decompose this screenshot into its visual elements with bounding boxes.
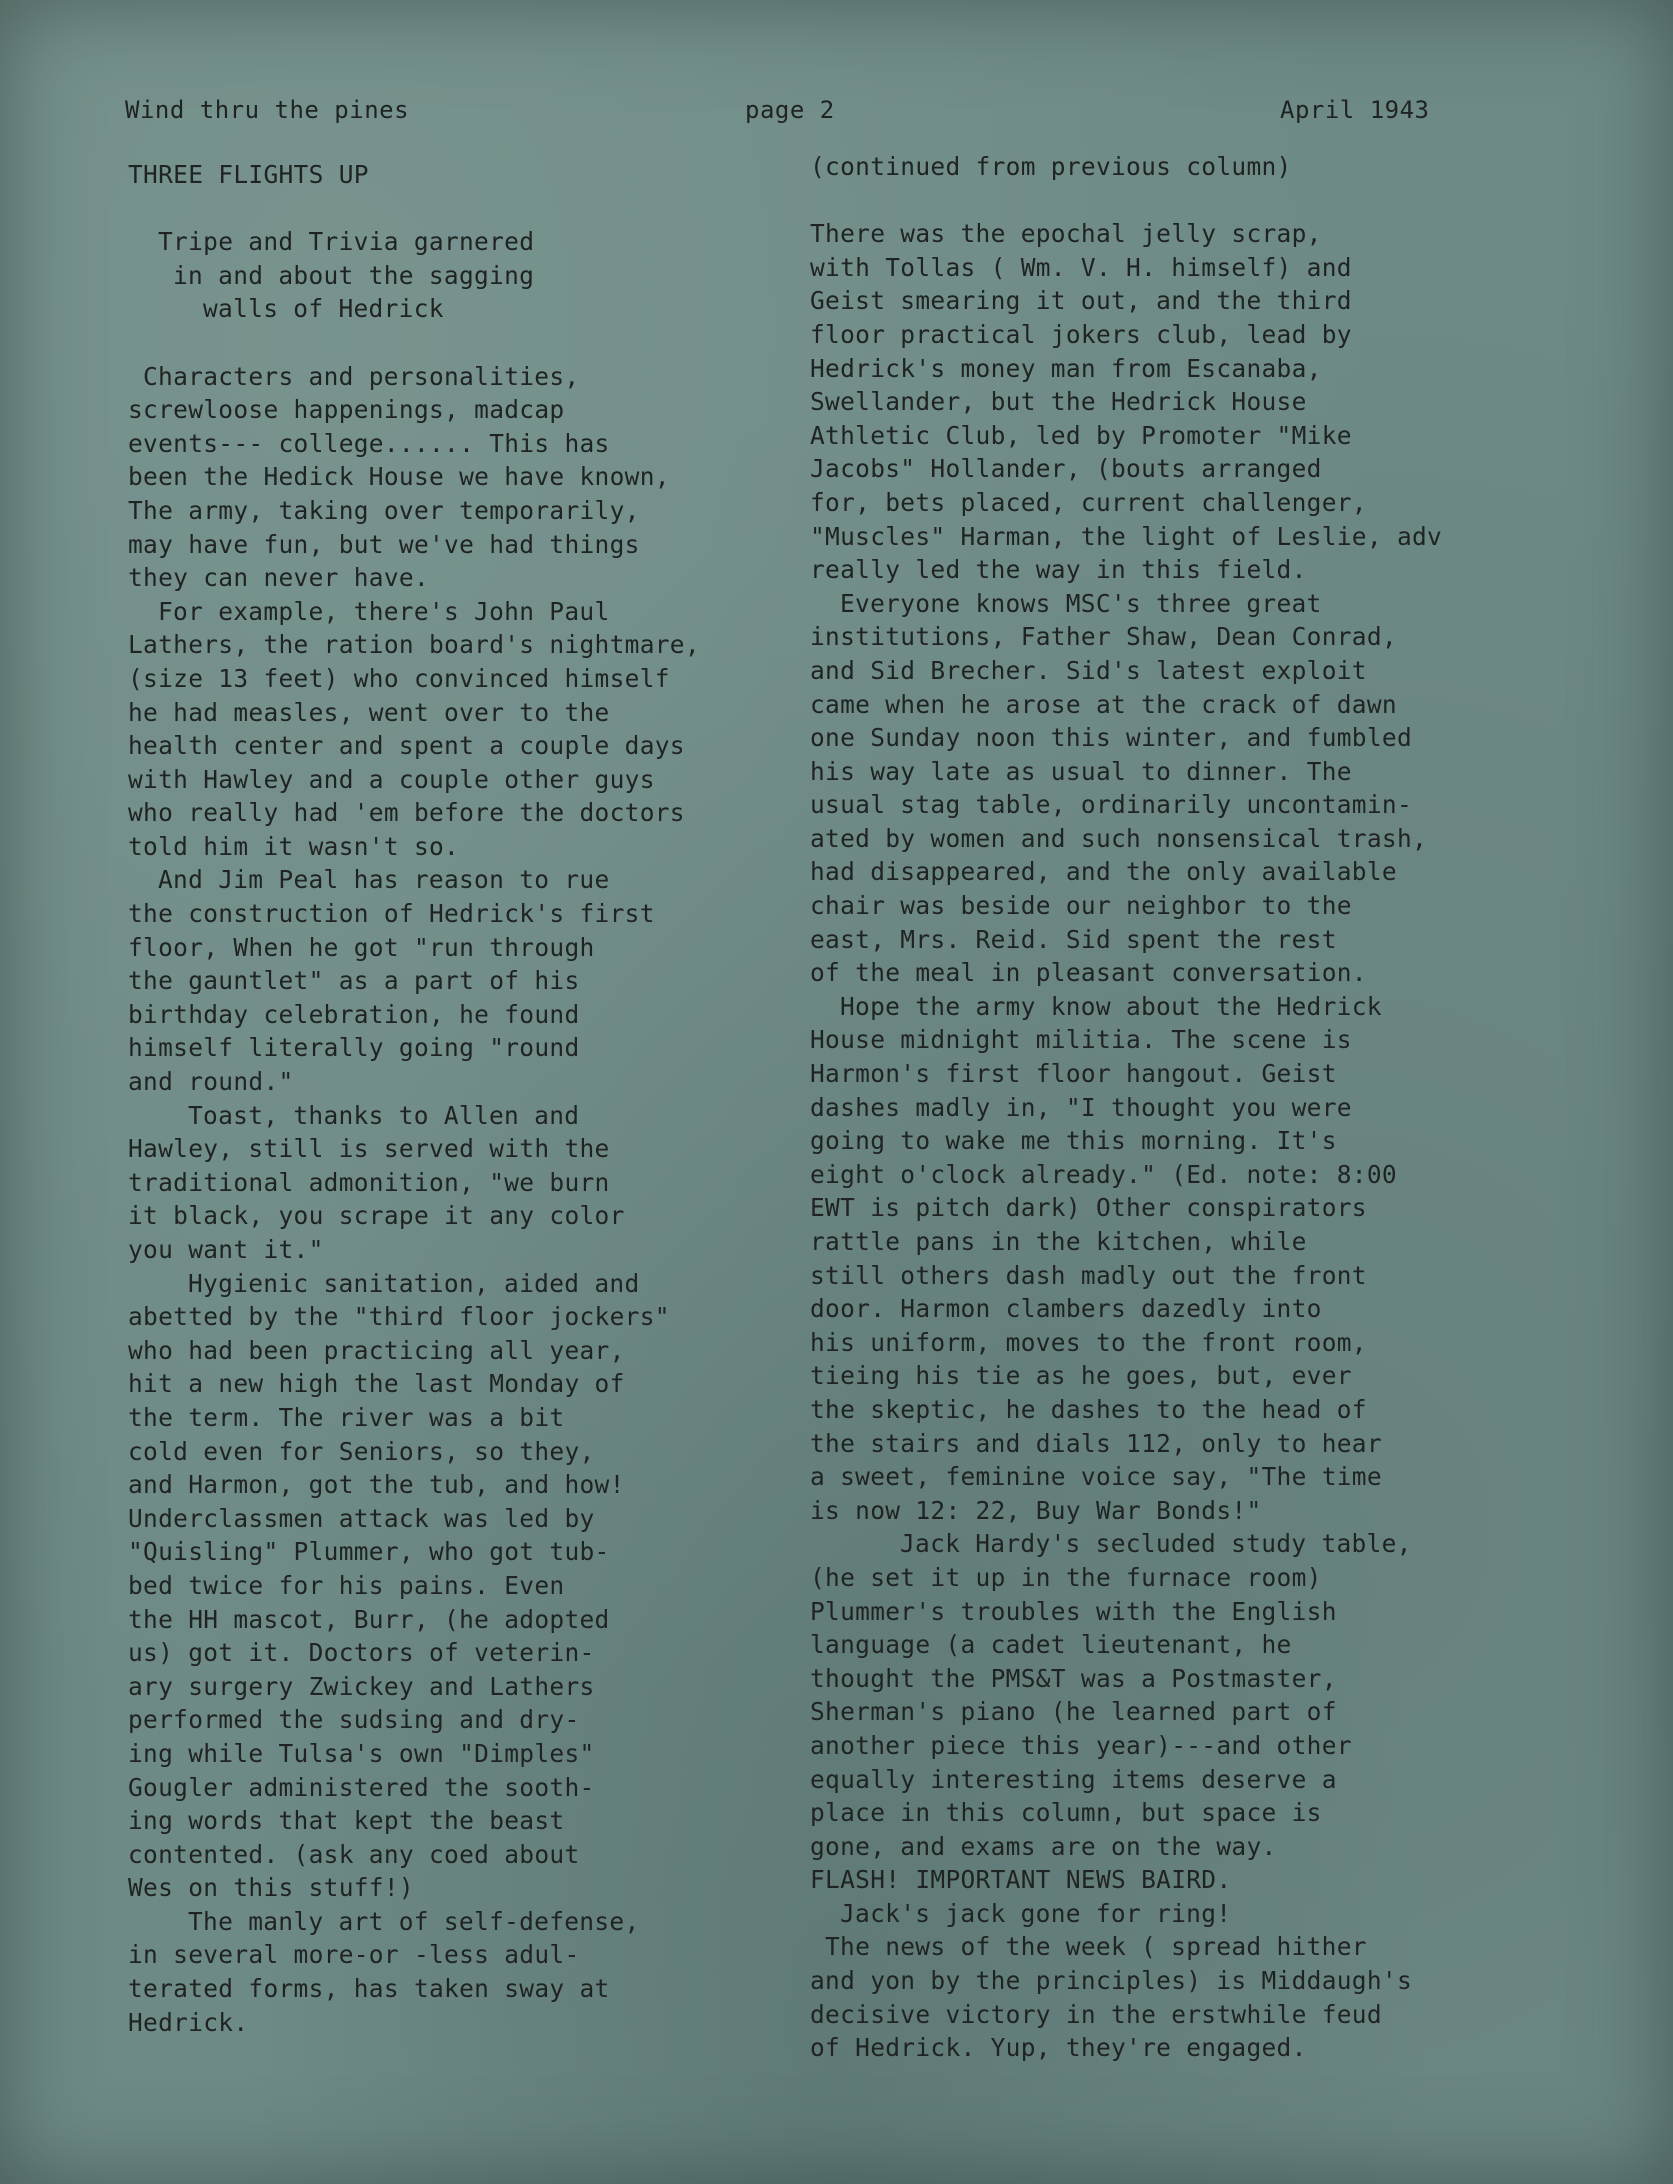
right-column-line: Sherman's piano (he learned part of (810, 1697, 1337, 1727)
left-column-line: THREE FLIGHTS UP (128, 160, 369, 189)
right-column-line: eight o'clock already." (Ed. note: 8:00 (810, 1159, 1397, 1189)
left-column-line: Gougler administered the sooth- (128, 1772, 595, 1802)
right-column-line: Jack's jack gone for ring! (840, 1898, 1232, 1928)
left-column-line (128, 326, 768, 360)
left-column-line: screwloose happenings, madcap (128, 395, 565, 425)
right-column-line: going to wake me this morning. It's (810, 1126, 1337, 1156)
right-column-line: came when he arose at the crack of dawn (810, 689, 1397, 719)
right-column-line: institutions, Father Shaw, Dean Conrad, (810, 622, 1397, 652)
left-column-line (128, 192, 768, 226)
left-column-line: he had measles, went over to the (128, 697, 610, 727)
left-column-line: birthday celebration, he found (128, 999, 580, 1029)
right-column-line: his way late as usual to dinner. The (810, 756, 1352, 786)
right-column-line: (continued from previous column) (810, 152, 1292, 181)
right-column-line: Everyone knows MSC's three great (840, 588, 1322, 618)
right-column-line: chair was beside our neighbor to the (810, 891, 1352, 921)
right-column-line: his uniform, moves to the front room, (810, 1327, 1367, 1357)
right-column-line: thought the PMS&T was a Postmaster, (810, 1663, 1337, 1693)
right-column-line: another piece this year)---and other (810, 1730, 1352, 1760)
left-column-line: told him it wasn't so. (128, 831, 460, 861)
left-column-line: himself literally going "round (128, 1033, 580, 1063)
left-column-line: ary surgery Zwickey and Lathers (128, 1671, 595, 1701)
right-column-line: Athletic Club, led by Promoter "Mike (810, 420, 1352, 450)
right-column-line: ated by women and such nonsensical trash, (810, 823, 1428, 853)
left-column-line: ing words that kept the beast (128, 1806, 565, 1836)
left-column-line: Hedrick. (128, 2007, 249, 2037)
left-column-line: in and about the sagging (173, 260, 535, 290)
left-column-line: and round." (128, 1067, 294, 1097)
left-column-line: Toast, thanks to Allen and (188, 1100, 580, 1130)
left-column-line: For example, there's John Paul (158, 596, 610, 626)
left-column-line: been the Hedick House we have known, (128, 462, 670, 492)
right-column-line: for, bets placed, current challenger, (810, 487, 1367, 517)
left-column-line: cold even for Seniors, so they, (128, 1436, 595, 1466)
left-column-line: Wes on this stuff!) (128, 1873, 414, 1903)
right-column-line: Jacobs" Hollander, (bouts arranged (810, 454, 1322, 484)
right-column-line: Jack Hardy's secluded study table, (900, 1529, 1412, 1559)
right-column-line: east, Mrs. Reid. Sid spent the rest (810, 924, 1337, 954)
left-column-line: (size 13 feet) who convinced himself (128, 663, 670, 693)
left-column-line: they can never have. (128, 563, 430, 593)
right-column-line: tieing his tie as he goes, but, ever (810, 1361, 1352, 1391)
right-column-line: of the meal in pleasant conversation. (810, 958, 1367, 988)
right-column-line: "Muscles" Harman, the light of Leslie, adv (810, 521, 1443, 551)
right-column-line: Hope the army know about the Hedrick (840, 991, 1382, 1021)
left-column-line: the HH mascot, Burr, (he adopted (128, 1604, 610, 1634)
right-column-line: There was the epochal jelly scrap, (810, 219, 1322, 249)
left-column-line: the term. The river was a bit (128, 1402, 565, 1432)
left-column-line: it black, you scrape it any color (128, 1201, 625, 1231)
right-column-line: House midnight militia. The scene is (810, 1025, 1352, 1055)
right-column-line: EWT is pitch dark) Other conspirators (810, 1193, 1367, 1223)
right-column-line: had disappeared, and the only available (810, 857, 1397, 887)
right-column-line: (he set it up in the furnace room) (810, 1562, 1322, 1592)
left-column-line: with Hawley and a couple other guys (128, 764, 655, 794)
left-column-line: Characters and personalities, (143, 361, 580, 391)
left-column-line: The manly art of self-defense, (188, 1906, 640, 1936)
left-column-line: Tripe and Trivia garnered (158, 227, 535, 257)
left-column-line: in several more-or -less adul- (128, 1940, 580, 1970)
right-column-line: language (a cadet lieutenant, he (810, 1630, 1292, 1660)
right-column-line: with Tollas ( Wm. V. H. himself) and (810, 252, 1352, 282)
left-column-line: contented. (ask any coed about (128, 1839, 580, 1869)
right-column-line: floor practical jokers club, lead by (810, 319, 1352, 349)
right-column-line: the skeptic, he dashes to the head of (810, 1394, 1367, 1424)
left-column-line: ing while Tulsa's own "Dimples" (128, 1738, 595, 1768)
right-column-line: really led the way in this field. (810, 555, 1307, 585)
right-column-line: Swellander, but the Hedrick House (810, 387, 1307, 417)
left-column-line: Hygienic sanitation, aided and (188, 1268, 640, 1298)
left-column-line: and Harmon, got the tub, and how! (128, 1470, 625, 1500)
right-column-line: dashes madly in, "I thought you were (810, 1092, 1352, 1122)
right-column-line: Geist smearing it out, and the third (810, 286, 1352, 316)
left-column-line: the construction of Hedrick's first (128, 899, 655, 929)
right-column-line: gone, and exams are on the way. (810, 1831, 1277, 1861)
left-column-line: who had been practicing all year, (128, 1335, 625, 1365)
left-column (128, 158, 768, 2039)
right-column-line: still others dash madly out the front (810, 1260, 1367, 1290)
left-column-line: And Jim Peal has reason to rue (158, 865, 610, 895)
left-column-line: bed twice for his pains. Even (128, 1570, 565, 1600)
right-column-line: place in this column, but space is (810, 1798, 1322, 1828)
right-column-line: one Sunday noon this winter, and fumbled (810, 723, 1413, 753)
right-column-line: a sweet, feminine voice say, "The time (810, 1462, 1382, 1492)
right-column-line: Harmon's first floor hangout. Geist (810, 1059, 1337, 1089)
left-column-line: the gauntlet" as a part of his (128, 966, 580, 996)
left-column-line: abetted by the "third floor jockers" (128, 1302, 670, 1332)
right-column (810, 150, 1530, 2065)
left-column-line: who really had 'em before the doctors (128, 798, 685, 828)
right-column-line: Plummer's troubles with the English (810, 1596, 1337, 1626)
left-column-line: walls of Hedrick (203, 294, 444, 324)
left-column-line: traditional admonition, "we burn (128, 1167, 610, 1197)
right-column-line: rattle pans in the kitchen, while (810, 1227, 1307, 1256)
header-date: April 1943 (1280, 96, 1430, 124)
right-column-line: Hedrick's money man from Escanaba, (810, 353, 1322, 383)
left-column-line: floor, When he got "run through (128, 932, 595, 962)
right-column-line (810, 184, 1530, 218)
left-column-line: you want it." (128, 1235, 324, 1264)
left-column-line: "Quisling" Plummer, who got tub- (128, 1537, 610, 1567)
left-column-line: may have fun, but we've had things (128, 529, 640, 559)
right-column-line: decisive victory in the erstwhile feud (810, 1999, 1382, 2029)
left-column-line: us) got it. Doctors of veterin- (128, 1638, 595, 1668)
right-column-line: and yon by the principles) is Middaugh's (810, 1966, 1413, 1996)
right-column-line: and Sid Brecher. Sid's latest exploit (810, 655, 1367, 685)
right-column-line: FLASH! IMPORTANT NEWS BAIRD. (810, 1865, 1232, 1895)
right-column-line: is now 12: 22, Buy War Bonds!" (810, 1495, 1262, 1525)
right-column-line: of Hedrick. Yup, they're engaged. (810, 2033, 1307, 2063)
left-column-line: The army, taking over temporarily, (128, 495, 640, 525)
left-column-line: Underclassmen attack was led by (128, 1503, 595, 1533)
left-column-line: terated forms, has taken sway at (128, 1974, 610, 2004)
left-column-line: performed the sudsing and dry- (128, 1705, 580, 1735)
header-page-number: page 2 (745, 96, 835, 124)
right-column-line: usual stag table, ordinarily uncontamin- (810, 790, 1413, 820)
right-column-line: the stairs and dials 112, only to hear (810, 1428, 1382, 1458)
left-column-line: Lathers, the ration board's nightmare, (128, 630, 700, 660)
left-column-line: health center and spent a couple days (128, 731, 685, 761)
left-column-line: hit a new high the last Monday of (128, 1369, 625, 1399)
left-column-line: Hawley, still is served with the (128, 1134, 610, 1164)
right-column-line: equally interesting items deserve a (810, 1764, 1337, 1794)
right-column-line: The news of the week ( spread hither (825, 1932, 1367, 1962)
right-column-line: door. Harmon clambers dazedly into (810, 1294, 1322, 1324)
header-title: Wind thru the pines (125, 96, 410, 124)
left-column-line: events--- college...... This has (128, 428, 610, 458)
